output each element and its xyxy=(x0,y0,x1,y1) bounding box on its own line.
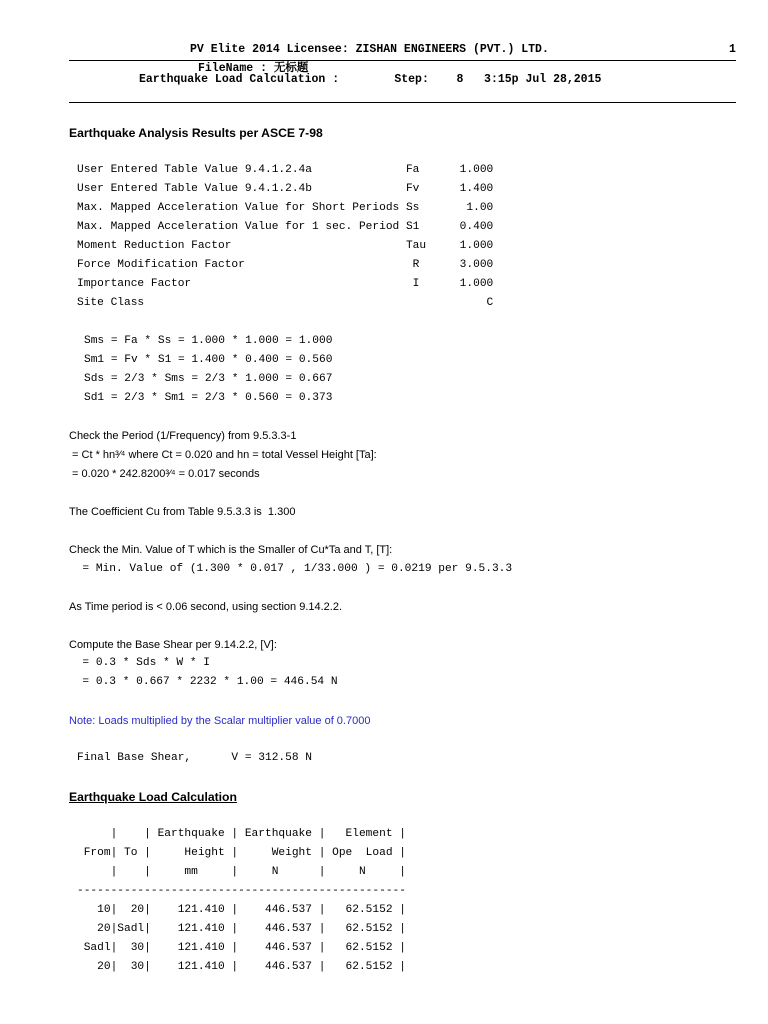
licensee-line: PV Elite 2014 Licensee: ZISHAN ENGINEERS (PVT.) LTD. xyxy=(190,43,549,56)
equations-block xyxy=(84,332,332,408)
filename-line: FileName : 无标题 xyxy=(198,62,309,75)
header-rule-bottom xyxy=(69,102,736,103)
results-row: Max. Mapped Acceleration Value for 1 sec. Period S1 0.400 xyxy=(77,221,494,233)
header-rule-top xyxy=(69,60,736,61)
table-separator: ------------------------------------------------- xyxy=(77,885,406,897)
table-row: 20| 30| 121.410 | 446.537 | 62.5152 | xyxy=(77,961,406,973)
equation-line: Sd1 = 2/3 * Sm1 = 2/3 * 0.560 = 0.373 xyxy=(84,392,333,404)
results-row: Moment Reduction Factor Tau 1.000 xyxy=(77,240,494,252)
base-shear-eq1: = 0.3 * Sds * W * I xyxy=(69,657,210,669)
table-row: 10| 20| 121.410 | 446.537 | 62.5152 | xyxy=(77,904,406,916)
time-period-note: As Time period is < 0.06 second, using section 9.14.2.2. xyxy=(69,601,343,613)
table-row: Sadl| 30| 121.410 | 446.537 | 62.5152 | xyxy=(77,942,406,954)
equation-line: Sms = Fa * Ss = 1.000 * 1.000 = 1.000 xyxy=(84,335,333,347)
results-row: Max. Mapped Acceleration Value for Short Periods Ss 1.00 xyxy=(77,202,494,214)
load-calc-heading: Earthquake Load Calculation xyxy=(69,790,237,804)
min-t-value: = Min. Value of (1.300 * 0.017 , 1/33.000 ) = 0.0219 per 9.5.3.3 xyxy=(69,563,513,575)
min-t-label: Check the Min. Value of T which is the Smaller of Cu*Ta and T, [T]: xyxy=(69,544,393,556)
results-row: User Entered Table Value 9.4.1.2.4b Fv 1.400 xyxy=(77,183,494,195)
table-header-row: From| To | Height | Weight | Ope Load | xyxy=(77,847,406,859)
results-row: Force Modification Factor R 3.000 xyxy=(77,259,494,271)
period-line: = 0.020 * 242.8200³⁄⁴ = 0.017 seconds xyxy=(69,468,260,480)
table-row: 20|Sadl| 121.410 | 446.537 | 62.5152 | xyxy=(77,923,406,935)
period-line: Check the Period (1/Frequency) from 9.5.3.3-1 xyxy=(69,430,297,442)
load-calc-table xyxy=(77,825,406,977)
results-heading: Earthquake Analysis Results per ASCE 7-98 xyxy=(69,126,323,140)
table-header-row: | | mm | N | N | xyxy=(77,866,406,878)
page-number: 1 xyxy=(729,43,736,56)
period-line: = Ct * hn³⁄⁴ where Ct = 0.020 and hn = total Vessel Height [Ta]: xyxy=(69,449,377,461)
results-table xyxy=(77,161,493,313)
scalar-multiplier-note: Note: Loads multiplied by the Scalar multiplier value of 0.7000 xyxy=(69,715,371,727)
base-shear-eq2: = 0.3 * 0.667 * 2232 * 1.00 = 446.54 N xyxy=(69,676,338,688)
report-title-line: Earthquake Load Calculation : Step: 8 3:15p Jul 28,2015 xyxy=(139,73,602,86)
base-shear-label: Compute the Base Shear per 9.14.2.2, [V]: xyxy=(69,639,277,651)
table-header-row: | | Earthquake | Earthquake | Element | xyxy=(77,828,406,840)
results-row: Site Class C xyxy=(77,297,494,309)
final-base-shear: Final Base Shear, V = 312.58 N xyxy=(77,752,312,764)
equation-line: Sm1 = Fv * S1 = 1.400 * 0.400 = 0.560 xyxy=(84,354,333,366)
cu-line: The Coefficient Cu from Table 9.5.3.3 is 1.300 xyxy=(69,506,296,518)
results-row: User Entered Table Value 9.4.1.2.4a Fa 1.000 xyxy=(77,164,494,176)
results-row: Importance Factor I 1.000 xyxy=(77,278,494,290)
equation-line: Sds = 2/3 * Sms = 2/3 * 1.000 = 0.667 xyxy=(84,373,333,385)
